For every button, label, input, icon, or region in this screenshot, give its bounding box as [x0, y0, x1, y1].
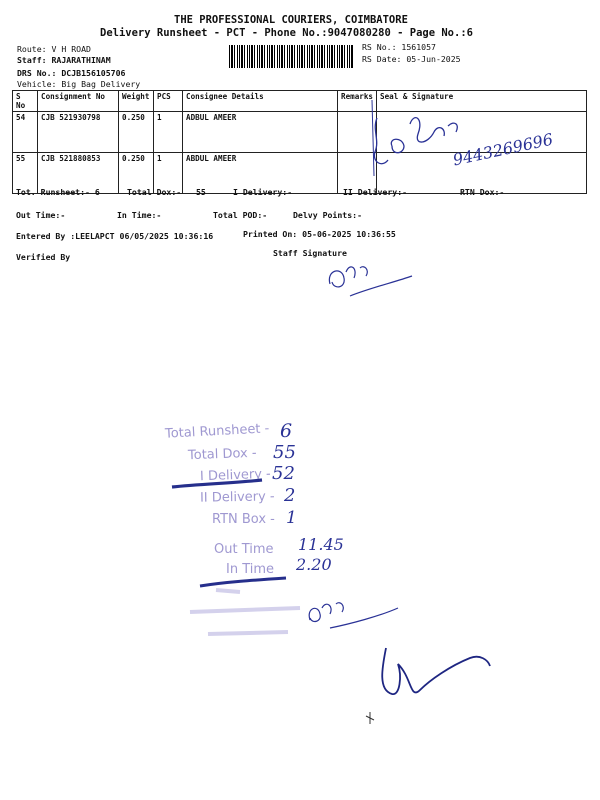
- handwritten-out-time: 11.45: [298, 535, 344, 554]
- small-mark: [366, 712, 374, 724]
- out-time-label: Out Time:-: [16, 210, 66, 220]
- drs-number: DRS No.: DCJB156105706: [17, 68, 126, 78]
- stamp-in-time: In Time: [226, 562, 275, 577]
- entered-by: Entered By :LEELAPCT 06/05/2025 10:36:16: [16, 231, 214, 241]
- rs-date: RS Date: 05-Jun-2025: [362, 54, 461, 64]
- stamp-ii-delivery: II Delivery -: [199, 489, 275, 506]
- delvy-points-label: Delvy Points:-: [293, 210, 363, 220]
- staff-label: Staff: RAJARATHINAM: [17, 55, 111, 65]
- total-pod-label: Total POD:-: [213, 210, 268, 220]
- handwritten-i-delivery: 52: [272, 463, 295, 484]
- cell-consignment: CJB 521930798: [38, 112, 119, 153]
- vehicle-label: Vehicle: Big Bag Delivery: [17, 79, 141, 89]
- delivery-signature: [374, 118, 457, 164]
- rs-number: RS No.: 1561057: [362, 42, 436, 52]
- cell-sno: 55: [13, 153, 38, 194]
- header-pcs: PCS: [154, 91, 183, 112]
- handwritten-total-dox: 55: [273, 442, 296, 463]
- header-consignee: Consignee Details: [183, 91, 338, 112]
- in-time-label: In Time:-: [117, 210, 162, 220]
- header-remarks: Remarks: [338, 91, 377, 112]
- header-consignment: Consignment No: [38, 91, 119, 112]
- cell-weight: 0.250: [119, 153, 154, 194]
- staff-signature-ink: [329, 267, 412, 296]
- bottom-signature: [382, 648, 490, 694]
- stamp-rtn-box: RTN Box -: [212, 512, 275, 527]
- runsheet-subtitle: Delivery Runsheet - PCT - Phone No.:9047080280 - Page No.:6: [100, 27, 473, 39]
- ii-delivery-label: II Delivery:-: [343, 187, 408, 197]
- printed-on: Printed On: 05-06-2025 10:36:55: [243, 229, 396, 239]
- cell-consignee: ABDUL AMEER: [183, 153, 338, 194]
- total-dox-value: 55: [196, 187, 206, 197]
- stamp-strike-1: [172, 480, 262, 487]
- cell-pcs: 1: [154, 112, 183, 153]
- stamp-signature: [309, 603, 398, 628]
- verified-by-label: Verified By: [16, 252, 71, 262]
- staff-signature-label: Staff Signature: [273, 248, 347, 258]
- cell-sno: 54: [13, 112, 38, 153]
- stamp-out-time: Out Time: [214, 542, 274, 557]
- stamp-total-runsheet: Total Runsheet -: [164, 421, 270, 442]
- rtn-dox-label: RTN Dox:-: [460, 187, 505, 197]
- header-seal-signature: Seal & Signature: [377, 91, 587, 112]
- header-sno: S No: [13, 91, 38, 112]
- cell-consignee: ADBUL AMEER: [183, 112, 338, 153]
- handwritten-in-time: 2.20: [296, 555, 332, 574]
- stamp-i-delivery: I Delivery -: [199, 466, 272, 485]
- cell-consignment: CJB 521880853: [38, 153, 119, 194]
- header-weight: Weight: [119, 91, 154, 112]
- remarks-bracket: [372, 100, 374, 176]
- tot-runsheet: Tot. Runsheet:- 6: [16, 187, 100, 197]
- stamp-remnant: [190, 590, 300, 634]
- stamp-total-dox: Total Dox -: [187, 445, 257, 464]
- i-delivery-label: I Delivery:-: [233, 187, 293, 197]
- cell-weight: 0.250: [119, 112, 154, 153]
- handwritten-phone: 9443269696: [451, 129, 555, 170]
- cell-pcs: 1: [154, 153, 183, 194]
- handwritten-tot-runsheet: 6: [280, 420, 293, 442]
- stamp-strike-2: [200, 578, 286, 586]
- route-label: Route: V H ROAD: [17, 44, 91, 54]
- handwritten-ii-delivery: 2: [284, 485, 296, 506]
- handwritten-rtn-box: 1: [286, 508, 297, 528]
- total-dox-label: Total Dox:-: [127, 187, 182, 197]
- company-title: THE PROFESSIONAL COURIERS, COIMBATORE: [174, 14, 408, 26]
